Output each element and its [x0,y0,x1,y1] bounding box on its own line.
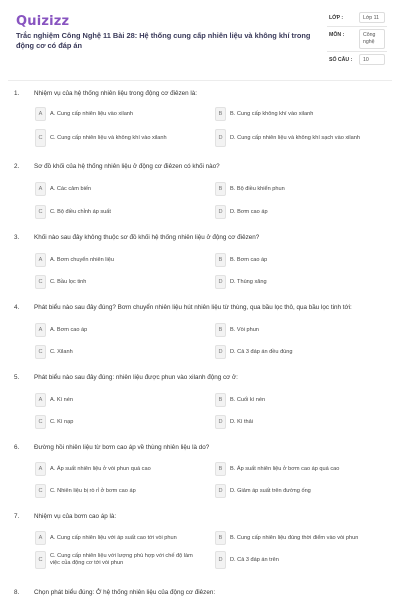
option-a[interactable] [35,253,198,267]
question-text: Đường hồi nhiên liệu từ bơm cao áp về thùng nhiên liệu là do? [34,444,210,451]
option-letter: B [215,253,226,267]
option-a[interactable] [35,531,198,545]
option-letter: C [35,484,46,498]
option-letter: A [35,531,46,545]
option-letter: D [215,415,226,429]
option-text: D. Cả 3 đáp án đều đúng [230,348,293,355]
option-a[interactable] [35,323,198,337]
option-c[interactable] [35,345,198,359]
option-letter: C [35,129,46,147]
question-text: Phát biểu nào sau đây đúng: nhiên liệu được phun vào xilanh động cơ ở: [34,374,238,381]
option-letter: D [215,345,226,359]
option-text: A. Kì nén [50,396,74,403]
option-letter: C [35,205,46,219]
option-text: D. Cung cấp nhiên liệu và không khí sạch vào xilanh [230,134,360,141]
option-text: D. Thùng xăng [230,278,267,285]
option-text: B. Vòi phun [230,326,259,333]
header-divider [8,80,392,81]
question-number: 3. [14,234,20,241]
option-letter: B [215,531,226,545]
option-text: C. Kì nạp [50,418,74,425]
option-b[interactable] [215,182,393,196]
option-c[interactable] [35,415,198,429]
question-text: Chọn phát biểu đúng: Ở hệ thống nhiên liệu của động cơ điêzen: [34,589,216,596]
subject-value: Công nghệ [359,29,385,49]
question-text: Nhiệm vụ của hệ thống nhiên liệu trong động cơ điêzen là: [34,90,198,97]
worksheet-title: Trắc nghiệm Công Nghệ 11 Bài 28: Hệ thống cung cấp nhiên liệu và không khí trong động cơ có đáp án [16,31,311,50]
question-number: 1. [14,90,20,97]
question-number: 4. [14,304,20,311]
count-value: 10 [359,54,385,65]
option-text: A. Cung cấp nhiên liệu vào xilanh [50,110,134,117]
question-number: 6. [14,444,20,451]
option-c[interactable] [35,551,198,569]
option-d[interactable] [215,551,393,569]
option-text: D. Giảm áp suất trên đường ống [230,487,311,494]
option-text: B. Cung cấp nhiên liệu đúng thời điểm vào vòi phun [230,534,359,541]
option-text: D. Cả 3 đáp án trên [230,556,279,563]
question-number: 5. [14,374,20,381]
option-b[interactable] [215,393,393,407]
option-letter: D [215,484,226,498]
option-b[interactable] [215,531,393,545]
option-d[interactable] [215,415,393,429]
option-d[interactable] [215,484,393,498]
quizizz-logo: Quizizz [16,14,70,29]
option-text: C. Cung cấp nhiên liệu và không khí vào xilanh [50,134,167,141]
option-letter: A [35,462,46,476]
option-c[interactable] [35,205,198,219]
option-d[interactable] [215,345,393,359]
option-letter: A [35,323,46,337]
option-text: A. Các cảm biến [50,185,92,192]
option-letter: C [35,275,46,289]
option-text: C. Bầu lọc tinh [50,278,87,285]
option-d[interactable] [215,205,393,219]
question-number: 7. [14,513,20,520]
option-b[interactable] [215,253,393,267]
option-letter: A [35,107,46,121]
option-letter: D [215,551,226,569]
meta-separator [327,51,387,52]
option-a[interactable] [35,182,198,196]
option-text: A. Áp suất nhiên liệu ở vòi phun quá cao [50,465,151,472]
option-letter: C [35,415,46,429]
option-letter: B [215,462,226,476]
option-letter: A [35,393,46,407]
option-text: B. Áp suất nhiên liệu ở bơm cao áp quá cao [230,465,340,472]
option-text: D. Bơm cao áp [230,208,268,215]
option-letter: D [215,275,226,289]
option-b[interactable] [215,107,393,121]
option-text: C. Nhiên liệu bị rò rỉ ở bơm cao áp [50,487,136,494]
question-text: Khối nào sau đây không thuộc sơ đồ khối hệ thống nhiên liệu ở động cơ điêzen? [34,234,260,241]
option-a[interactable] [35,393,198,407]
option-d[interactable] [215,129,393,147]
option-b[interactable] [215,462,393,476]
option-letter: B [215,182,226,196]
option-letter: B [215,323,226,337]
option-letter: B [215,393,226,407]
option-text: C. Bộ điều chỉnh áp suất [50,208,111,215]
option-letter: C [35,551,46,569]
option-a[interactable] [35,462,198,476]
option-letter: C [35,345,46,359]
option-c[interactable] [35,129,198,147]
question-text: Sơ đồ khối của hệ thống nhiên liệu ở động cơ điêzen có khối nào? [34,163,220,170]
option-text: A. Cung cấp nhiên liệu với áp suất cao tới vòi phun [50,534,177,541]
option-c[interactable] [35,275,198,289]
option-text: C. Xilanh [50,348,73,355]
option-b[interactable] [215,323,393,337]
option-text: A. Bơm chuyển nhiên liệu [50,256,114,263]
option-text: B. Bơm cao áp [230,256,268,263]
option-letter: A [35,182,46,196]
question-text: Nhiệm vụ của bơm cao áp là: [34,513,117,520]
option-text: A. Bơm cao áp [50,326,88,333]
question-number: 2. [14,163,20,170]
option-letter: D [215,205,226,219]
option-text: C. Cung cấp nhiên liệu với lượng phù hợp với chế độ làm việc của động cơ tới vòi phun [50,553,193,566]
option-letter: B [215,107,226,121]
class-value: Lớp 11 [359,12,385,23]
option-text: B. Cuối kì nén [230,396,266,403]
option-a[interactable] [35,107,198,121]
option-d[interactable] [215,275,393,289]
question-text: Phát biểu nào sau đây đúng? Bơm chuyển nhiên liệu hút nhiên liệu từ thùng, qua bầu lọc thô, qua bầu lọc tinh tới: [34,304,352,311]
option-text: D. Kì thải [230,418,254,425]
count-label: SỐ CÂU : [329,57,353,63]
meta-separator [327,26,387,27]
option-text: B. Bộ điều khiển phun [230,185,285,192]
worksheet-header [0,0,400,82]
option-text: B. Cung cấp không khí vào xilanh [230,110,314,117]
option-letter: A [35,253,46,267]
option-c[interactable] [35,484,198,498]
class-label: LỚP : [329,15,344,21]
subject-label: MÔN : [329,32,345,38]
question-number: 8. [14,589,20,596]
option-letter: D [215,129,226,147]
